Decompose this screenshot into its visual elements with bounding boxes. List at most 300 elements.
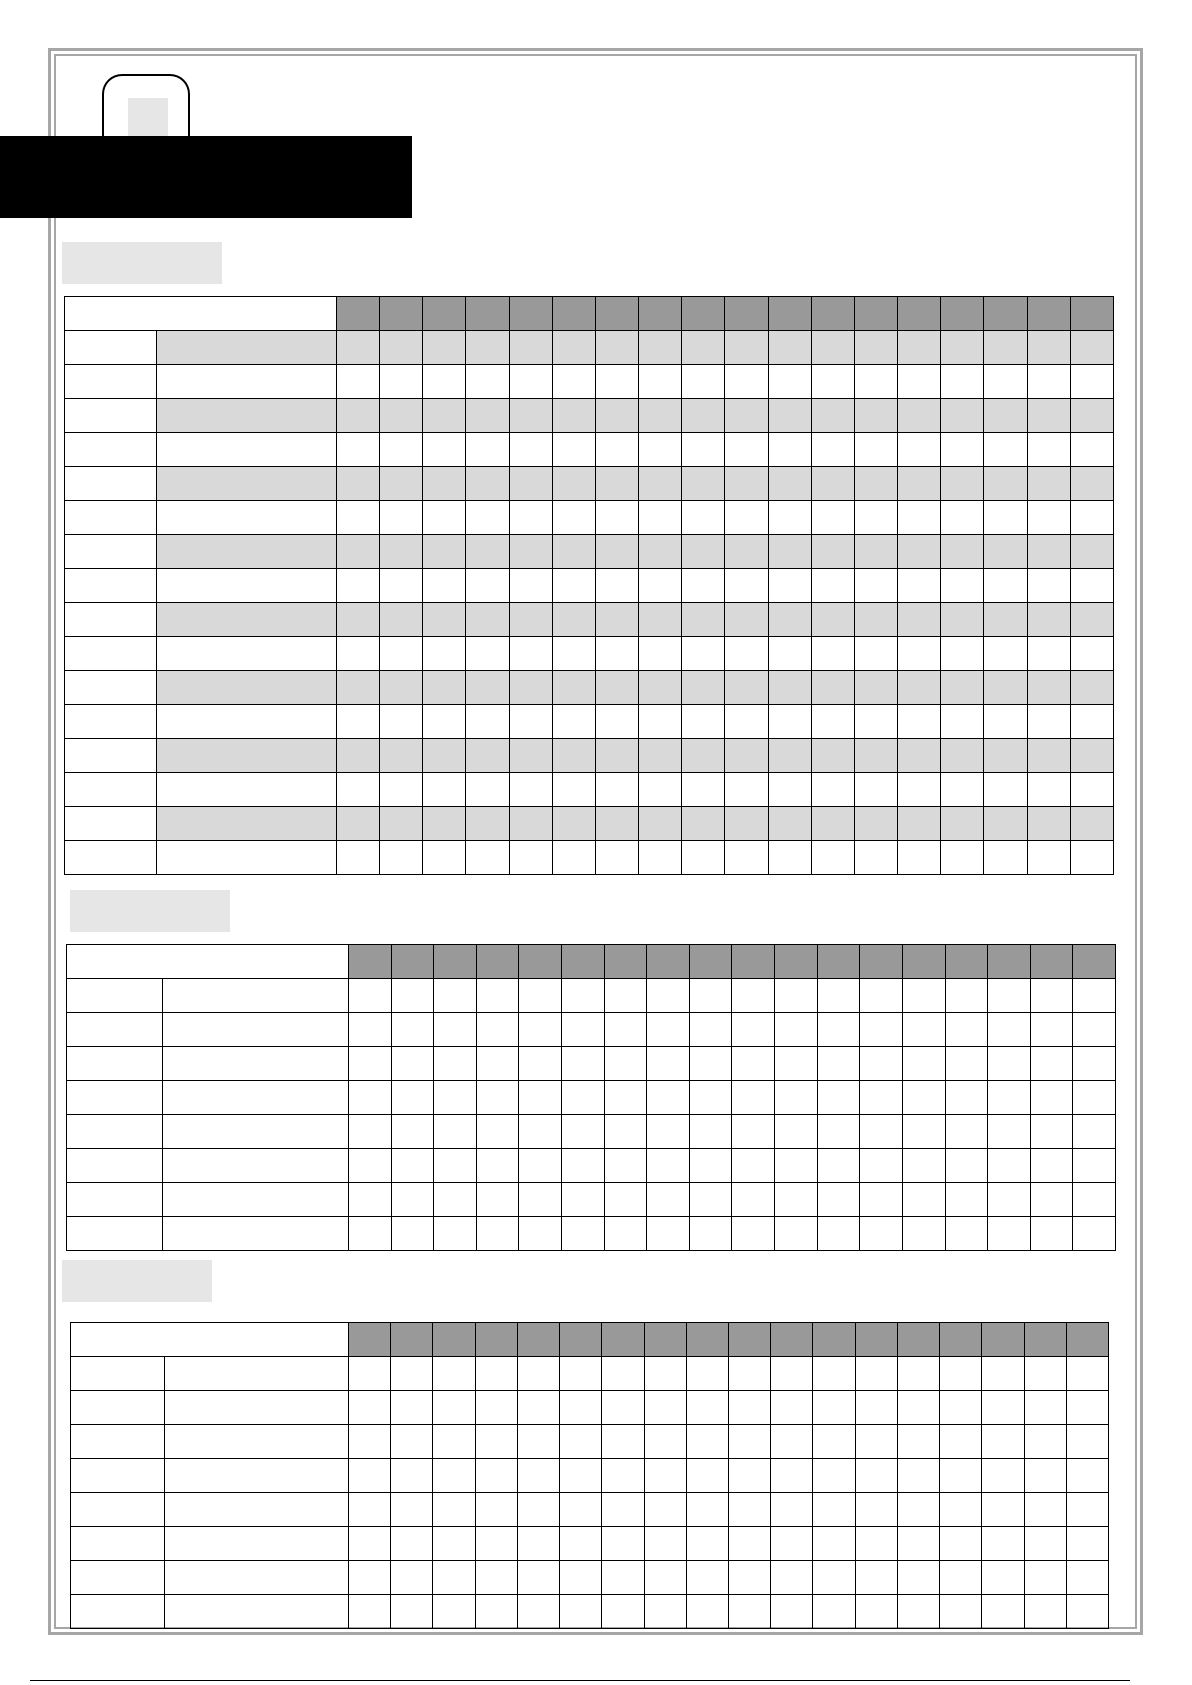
row-number-cell[interactable]: [65, 501, 157, 535]
day-cell[interactable]: [595, 637, 638, 671]
day-cell[interactable]: [595, 331, 638, 365]
day-cell[interactable]: [602, 1357, 644, 1391]
day-cell[interactable]: [1024, 1561, 1066, 1595]
day-cell[interactable]: [945, 1115, 988, 1149]
day-cell[interactable]: [811, 739, 854, 773]
day-cell[interactable]: [380, 773, 423, 807]
day-cell[interactable]: [686, 1493, 728, 1527]
day-cell[interactable]: [984, 603, 1027, 637]
day-cell[interactable]: [337, 807, 380, 841]
day-cell[interactable]: [775, 1013, 818, 1047]
day-cell[interactable]: [644, 1595, 686, 1629]
day-cell[interactable]: [728, 1561, 770, 1595]
day-cell[interactable]: [768, 535, 811, 569]
day-cell[interactable]: [595, 501, 638, 535]
row-number-cell[interactable]: [65, 365, 157, 399]
day-cell[interactable]: [689, 1115, 732, 1149]
day-cell[interactable]: [811, 637, 854, 671]
day-cell[interactable]: [768, 467, 811, 501]
row-number-cell[interactable]: [65, 399, 157, 433]
day-cell[interactable]: [817, 979, 860, 1013]
day-cell[interactable]: [644, 1391, 686, 1425]
day-cell[interactable]: [1027, 807, 1070, 841]
day-cell[interactable]: [509, 433, 552, 467]
day-cell[interactable]: [855, 1391, 897, 1425]
day-cell[interactable]: [988, 1013, 1031, 1047]
day-cell[interactable]: [519, 1183, 562, 1217]
day-cell[interactable]: [595, 671, 638, 705]
day-cell[interactable]: [1070, 603, 1113, 637]
day-cell[interactable]: [509, 535, 552, 569]
day-cell[interactable]: [728, 1459, 770, 1493]
day-cell[interactable]: [725, 637, 768, 671]
day-cell[interactable]: [466, 569, 509, 603]
day-cell[interactable]: [982, 1493, 1024, 1527]
day-cell[interactable]: [732, 1149, 775, 1183]
day-cell[interactable]: [898, 705, 941, 739]
day-cell[interactable]: [768, 841, 811, 875]
day-cell[interactable]: [644, 1459, 686, 1493]
day-cell[interactable]: [433, 1561, 475, 1595]
day-cell[interactable]: [902, 1149, 945, 1183]
day-cell[interactable]: [898, 807, 941, 841]
day-cell[interactable]: [639, 569, 682, 603]
row-name-cell[interactable]: [165, 1595, 349, 1629]
day-cell[interactable]: [768, 705, 811, 739]
row-name-cell[interactable]: [163, 1183, 349, 1217]
day-cell[interactable]: [380, 569, 423, 603]
row-name-cell[interactable]: [157, 569, 337, 603]
day-cell[interactable]: [423, 773, 466, 807]
day-cell[interactable]: [682, 603, 725, 637]
day-cell[interactable]: [855, 1493, 897, 1527]
day-cell[interactable]: [941, 331, 984, 365]
day-cell[interactable]: [349, 1047, 392, 1081]
day-cell[interactable]: [984, 671, 1027, 705]
day-cell[interactable]: [647, 1013, 690, 1047]
day-cell[interactable]: [509, 331, 552, 365]
day-cell[interactable]: [509, 637, 552, 671]
row-name-cell[interactable]: [157, 331, 337, 365]
day-cell[interactable]: [1030, 979, 1073, 1013]
day-cell[interactable]: [811, 603, 854, 637]
day-cell[interactable]: [902, 1013, 945, 1047]
day-cell[interactable]: [988, 1217, 1031, 1251]
day-cell[interactable]: [945, 979, 988, 1013]
day-cell[interactable]: [337, 671, 380, 705]
day-cell[interactable]: [1027, 569, 1070, 603]
day-cell[interactable]: [811, 841, 854, 875]
day-cell[interactable]: [639, 467, 682, 501]
day-cell[interactable]: [466, 603, 509, 637]
day-cell[interactable]: [682, 841, 725, 875]
day-cell[interactable]: [689, 1047, 732, 1081]
day-cell[interactable]: [552, 365, 595, 399]
day-cell[interactable]: [854, 671, 897, 705]
day-cell[interactable]: [595, 365, 638, 399]
day-cell[interactable]: [898, 535, 941, 569]
day-cell[interactable]: [1027, 433, 1070, 467]
day-cell[interactable]: [475, 1561, 517, 1595]
day-cell[interactable]: [860, 1013, 903, 1047]
day-cell[interactable]: [509, 365, 552, 399]
day-cell[interactable]: [423, 739, 466, 773]
day-cell[interactable]: [941, 773, 984, 807]
row-number-cell[interactable]: [71, 1425, 165, 1459]
day-cell[interactable]: [725, 467, 768, 501]
day-cell[interactable]: [595, 399, 638, 433]
day-cell[interactable]: [811, 705, 854, 739]
day-cell[interactable]: [466, 501, 509, 535]
day-cell[interactable]: [552, 399, 595, 433]
day-cell[interactable]: [1027, 535, 1070, 569]
day-cell[interactable]: [775, 1183, 818, 1217]
day-cell[interactable]: [1066, 1493, 1108, 1527]
day-cell[interactable]: [941, 637, 984, 671]
day-cell[interactable]: [337, 467, 380, 501]
day-cell[interactable]: [639, 773, 682, 807]
day-cell[interactable]: [647, 1217, 690, 1251]
row-name-cell[interactable]: [163, 1013, 349, 1047]
day-cell[interactable]: [562, 1013, 605, 1047]
day-cell[interactable]: [391, 1115, 434, 1149]
day-cell[interactable]: [984, 399, 1027, 433]
day-cell[interactable]: [817, 1013, 860, 1047]
day-cell[interactable]: [813, 1561, 855, 1595]
day-cell[interactable]: [595, 535, 638, 569]
day-cell[interactable]: [941, 535, 984, 569]
row-number-cell[interactable]: [71, 1527, 165, 1561]
day-cell[interactable]: [897, 1561, 939, 1595]
day-cell[interactable]: [595, 705, 638, 739]
day-cell[interactable]: [725, 535, 768, 569]
day-cell[interactable]: [423, 399, 466, 433]
day-cell[interactable]: [768, 501, 811, 535]
row-name-cell[interactable]: [157, 467, 337, 501]
row-name-cell[interactable]: [163, 1047, 349, 1081]
day-cell[interactable]: [811, 365, 854, 399]
day-cell[interactable]: [897, 1357, 939, 1391]
day-cell[interactable]: [434, 1183, 477, 1217]
day-cell[interactable]: [517, 1357, 559, 1391]
row-name-cell[interactable]: [157, 739, 337, 773]
day-cell[interactable]: [337, 433, 380, 467]
row-number-cell[interactable]: [71, 1493, 165, 1527]
day-cell[interactable]: [380, 365, 423, 399]
day-cell[interactable]: [1066, 1391, 1108, 1425]
day-cell[interactable]: [897, 1493, 939, 1527]
day-cell[interactable]: [349, 1217, 392, 1251]
day-cell[interactable]: [811, 671, 854, 705]
day-cell[interactable]: [423, 637, 466, 671]
day-cell[interactable]: [509, 467, 552, 501]
day-cell[interactable]: [433, 1425, 475, 1459]
row-number-cell[interactable]: [65, 535, 157, 569]
day-cell[interactable]: [860, 1081, 903, 1115]
day-cell[interactable]: [517, 1391, 559, 1425]
day-cell[interactable]: [595, 603, 638, 637]
day-cell[interactable]: [476, 1183, 519, 1217]
day-cell[interactable]: [940, 1357, 982, 1391]
day-cell[interactable]: [433, 1595, 475, 1629]
day-cell[interactable]: [984, 331, 1027, 365]
day-cell[interactable]: [811, 535, 854, 569]
day-cell[interactable]: [1066, 1527, 1108, 1561]
day-cell[interactable]: [860, 979, 903, 1013]
row-number-cell[interactable]: [65, 671, 157, 705]
day-cell[interactable]: [517, 1527, 559, 1561]
day-cell[interactable]: [941, 467, 984, 501]
day-cell[interactable]: [813, 1493, 855, 1527]
row-name-cell[interactable]: [163, 979, 349, 1013]
day-cell[interactable]: [988, 1047, 1031, 1081]
day-cell[interactable]: [1027, 739, 1070, 773]
day-cell[interactable]: [1030, 1081, 1073, 1115]
day-cell[interactable]: [380, 841, 423, 875]
day-cell[interactable]: [1066, 1595, 1108, 1629]
day-cell[interactable]: [433, 1493, 475, 1527]
day-cell[interactable]: [1027, 841, 1070, 875]
day-cell[interactable]: [854, 331, 897, 365]
day-cell[interactable]: [1030, 1115, 1073, 1149]
day-cell[interactable]: [391, 1527, 433, 1561]
day-cell[interactable]: [982, 1561, 1024, 1595]
day-cell[interactable]: [725, 671, 768, 705]
day-cell[interactable]: [519, 1115, 562, 1149]
day-cell[interactable]: [552, 433, 595, 467]
day-cell[interactable]: [552, 501, 595, 535]
day-cell[interactable]: [817, 1047, 860, 1081]
day-cell[interactable]: [898, 603, 941, 637]
day-cell[interactable]: [595, 739, 638, 773]
day-cell[interactable]: [466, 331, 509, 365]
day-cell[interactable]: [1070, 535, 1113, 569]
day-cell[interactable]: [349, 1391, 391, 1425]
day-cell[interactable]: [771, 1527, 813, 1561]
day-cell[interactable]: [476, 1115, 519, 1149]
day-cell[interactable]: [602, 1527, 644, 1561]
day-cell[interactable]: [1024, 1425, 1066, 1459]
day-cell[interactable]: [898, 467, 941, 501]
day-cell[interactable]: [855, 1561, 897, 1595]
day-cell[interactable]: [898, 399, 941, 433]
day-cell[interactable]: [775, 1149, 818, 1183]
day-cell[interactable]: [337, 535, 380, 569]
day-cell[interactable]: [604, 1149, 647, 1183]
day-cell[interactable]: [854, 433, 897, 467]
day-cell[interactable]: [682, 467, 725, 501]
day-cell[interactable]: [552, 569, 595, 603]
day-cell[interactable]: [725, 603, 768, 637]
day-cell[interactable]: [644, 1493, 686, 1527]
day-cell[interactable]: [434, 1081, 477, 1115]
day-cell[interactable]: [1027, 773, 1070, 807]
day-cell[interactable]: [682, 501, 725, 535]
day-cell[interactable]: [1030, 1183, 1073, 1217]
day-cell[interactable]: [941, 501, 984, 535]
day-cell[interactable]: [380, 739, 423, 773]
day-cell[interactable]: [552, 331, 595, 365]
day-cell[interactable]: [639, 399, 682, 433]
day-cell[interactable]: [476, 979, 519, 1013]
day-cell[interactable]: [945, 1081, 988, 1115]
day-cell[interactable]: [552, 841, 595, 875]
day-cell[interactable]: [1070, 433, 1113, 467]
row-name-cell[interactable]: [165, 1527, 349, 1561]
day-cell[interactable]: [984, 433, 1027, 467]
day-cell[interactable]: [349, 1493, 391, 1527]
day-cell[interactable]: [817, 1183, 860, 1217]
day-cell[interactable]: [940, 1561, 982, 1595]
day-cell[interactable]: [562, 1047, 605, 1081]
day-cell[interactable]: [854, 637, 897, 671]
day-cell[interactable]: [391, 1183, 434, 1217]
day-cell[interactable]: [434, 1115, 477, 1149]
day-cell[interactable]: [898, 841, 941, 875]
day-cell[interactable]: [854, 841, 897, 875]
day-cell[interactable]: [509, 739, 552, 773]
day-cell[interactable]: [854, 739, 897, 773]
day-cell[interactable]: [644, 1527, 686, 1561]
day-cell[interactable]: [1027, 705, 1070, 739]
day-cell[interactable]: [337, 603, 380, 637]
day-cell[interactable]: [517, 1561, 559, 1595]
day-cell[interactable]: [519, 1013, 562, 1047]
row-name-cell[interactable]: [163, 1217, 349, 1251]
day-cell[interactable]: [552, 603, 595, 637]
row-name-cell[interactable]: [157, 705, 337, 739]
day-cell[interactable]: [517, 1425, 559, 1459]
day-cell[interactable]: [941, 569, 984, 603]
day-cell[interactable]: [380, 399, 423, 433]
day-cell[interactable]: [1066, 1357, 1108, 1391]
day-cell[interactable]: [984, 841, 1027, 875]
day-cell[interactable]: [349, 1183, 392, 1217]
day-cell[interactable]: [466, 773, 509, 807]
day-cell[interactable]: [771, 1561, 813, 1595]
day-cell[interactable]: [898, 331, 941, 365]
day-cell[interactable]: [902, 979, 945, 1013]
row-number-cell[interactable]: [71, 1595, 165, 1629]
day-cell[interactable]: [639, 671, 682, 705]
day-cell[interactable]: [982, 1527, 1024, 1561]
day-cell[interactable]: [898, 671, 941, 705]
day-cell[interactable]: [982, 1391, 1024, 1425]
day-cell[interactable]: [434, 1013, 477, 1047]
day-cell[interactable]: [1024, 1391, 1066, 1425]
day-cell[interactable]: [768, 603, 811, 637]
row-name-cell[interactable]: [157, 773, 337, 807]
day-cell[interactable]: [380, 637, 423, 671]
day-cell[interactable]: [855, 1357, 897, 1391]
day-cell[interactable]: [811, 807, 854, 841]
day-cell[interactable]: [509, 569, 552, 603]
day-cell[interactable]: [560, 1595, 602, 1629]
day-cell[interactable]: [897, 1527, 939, 1561]
row-number-cell[interactable]: [65, 603, 157, 637]
day-cell[interactable]: [1070, 365, 1113, 399]
day-cell[interactable]: [988, 1115, 1031, 1149]
day-cell[interactable]: [380, 807, 423, 841]
day-cell[interactable]: [562, 1149, 605, 1183]
day-cell[interactable]: [423, 331, 466, 365]
day-cell[interactable]: [813, 1357, 855, 1391]
day-cell[interactable]: [1070, 331, 1113, 365]
day-cell[interactable]: [686, 1595, 728, 1629]
day-cell[interactable]: [813, 1425, 855, 1459]
day-cell[interactable]: [1027, 467, 1070, 501]
day-cell[interactable]: [560, 1459, 602, 1493]
day-cell[interactable]: [725, 569, 768, 603]
day-cell[interactable]: [391, 1459, 433, 1493]
day-cell[interactable]: [639, 501, 682, 535]
day-cell[interactable]: [337, 739, 380, 773]
day-cell[interactable]: [682, 807, 725, 841]
day-cell[interactable]: [604, 1183, 647, 1217]
day-cell[interactable]: [982, 1459, 1024, 1493]
day-cell[interactable]: [552, 637, 595, 671]
day-cell[interactable]: [984, 705, 1027, 739]
day-cell[interactable]: [940, 1595, 982, 1629]
day-cell[interactable]: [1030, 1149, 1073, 1183]
day-cell[interactable]: [391, 1013, 434, 1047]
day-cell[interactable]: [813, 1391, 855, 1425]
day-cell[interactable]: [595, 467, 638, 501]
day-cell[interactable]: [775, 1047, 818, 1081]
day-cell[interactable]: [595, 433, 638, 467]
day-cell[interactable]: [644, 1561, 686, 1595]
day-cell[interactable]: [725, 773, 768, 807]
day-cell[interactable]: [984, 535, 1027, 569]
day-cell[interactable]: [728, 1425, 770, 1459]
day-cell[interactable]: [466, 433, 509, 467]
day-cell[interactable]: [732, 1047, 775, 1081]
day-cell[interactable]: [602, 1561, 644, 1595]
day-cell[interactable]: [391, 1149, 434, 1183]
day-cell[interactable]: [517, 1493, 559, 1527]
day-cell[interactable]: [349, 1527, 391, 1561]
day-cell[interactable]: [854, 501, 897, 535]
row-number-cell[interactable]: [67, 1217, 163, 1251]
day-cell[interactable]: [349, 1149, 392, 1183]
row-number-cell[interactable]: [65, 467, 157, 501]
day-cell[interactable]: [560, 1493, 602, 1527]
day-cell[interactable]: [423, 467, 466, 501]
day-cell[interactable]: [519, 1081, 562, 1115]
day-cell[interactable]: [728, 1493, 770, 1527]
day-cell[interactable]: [1027, 365, 1070, 399]
day-cell[interactable]: [466, 399, 509, 433]
day-cell[interactable]: [466, 671, 509, 705]
day-cell[interactable]: [771, 1459, 813, 1493]
day-cell[interactable]: [337, 637, 380, 671]
day-cell[interactable]: [682, 365, 725, 399]
row-name-cell[interactable]: [165, 1357, 349, 1391]
row-number-cell[interactable]: [71, 1391, 165, 1425]
day-cell[interactable]: [476, 1217, 519, 1251]
day-cell[interactable]: [940, 1493, 982, 1527]
day-cell[interactable]: [860, 1047, 903, 1081]
day-cell[interactable]: [349, 1357, 391, 1391]
row-name-cell[interactable]: [163, 1115, 349, 1149]
day-cell[interactable]: [855, 1425, 897, 1459]
day-cell[interactable]: [423, 569, 466, 603]
day-cell[interactable]: [1024, 1527, 1066, 1561]
day-cell[interactable]: [728, 1527, 770, 1561]
day-cell[interactable]: [560, 1357, 602, 1391]
day-cell[interactable]: [902, 1081, 945, 1115]
day-cell[interactable]: [433, 1527, 475, 1561]
